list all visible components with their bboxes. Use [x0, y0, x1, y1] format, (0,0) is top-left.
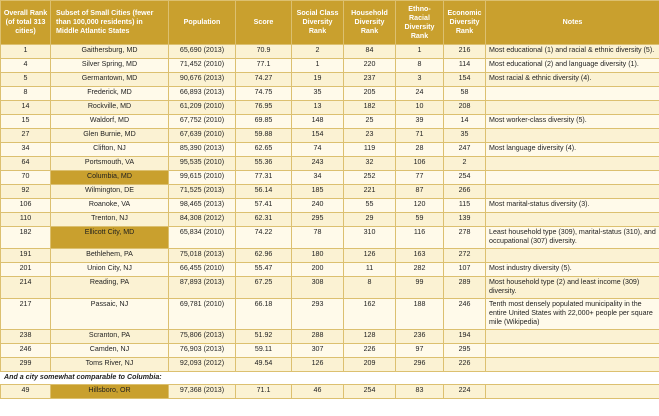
- city-cell: Wilmington, DE: [51, 185, 169, 199]
- notes-cell: [486, 157, 659, 171]
- social-class-rank-cell: 295: [292, 213, 344, 227]
- economic-rank-cell: 247: [444, 143, 486, 157]
- table-row: [1, 45, 659, 59]
- table-row: [1, 171, 659, 185]
- rank-cell: 191: [1, 249, 51, 263]
- population-cell: 69,781 (2010): [169, 299, 236, 330]
- table-row: [1, 129, 659, 143]
- notes-cell: Most educational (1) and racial & ethnic diversity (5).: [486, 45, 659, 59]
- table-row: [1, 299, 659, 330]
- ethno-racial-rank-cell: 188: [396, 299, 444, 330]
- table-row: [1, 249, 659, 263]
- city-cell: Hillsboro, OR: [51, 385, 169, 399]
- notes-cell: Most worker-class diversity (5).: [486, 115, 659, 129]
- population-cell: 85,390 (2013): [169, 143, 236, 157]
- population-cell: 95,535 (2010): [169, 157, 236, 171]
- score-cell: 62.65: [236, 143, 292, 157]
- notes-cell: [486, 358, 659, 372]
- ethno-racial-rank-cell: 282: [396, 263, 444, 277]
- population-cell: 71,452 (2010): [169, 59, 236, 73]
- population-cell: 67,752 (2010): [169, 115, 236, 129]
- population-cell: 66,893 (2013): [169, 87, 236, 101]
- notes-cell: Most language diversity (4).: [486, 143, 659, 157]
- header-economic-rank: Economic Diversity Rank: [444, 1, 486, 45]
- score-cell: 59.88: [236, 129, 292, 143]
- household-rank-cell: 182: [344, 101, 396, 115]
- score-cell: 74.75: [236, 87, 292, 101]
- economic-rank-cell: 272: [444, 249, 486, 263]
- social-class-rank-cell: 1: [292, 59, 344, 73]
- economic-rank-cell: 254: [444, 171, 486, 185]
- rank-cell: 110: [1, 213, 51, 227]
- notes-cell: Most household type (2) and least income (309) diversity.: [486, 277, 659, 299]
- rank-cell: 8: [1, 87, 51, 101]
- table-row: [1, 385, 659, 399]
- ethno-racial-rank-cell: 59: [396, 213, 444, 227]
- household-rank-cell: 32: [344, 157, 396, 171]
- notes-cell: [486, 87, 659, 101]
- table-row: [1, 199, 659, 213]
- header-social-class-rank: Social Class Diversity Rank: [292, 1, 344, 45]
- notes-cell: Most industry diversity (5).: [486, 263, 659, 277]
- population-cell: 92,093 (2012): [169, 358, 236, 372]
- city-cell: Glen Burnie, MD: [51, 129, 169, 143]
- ethno-racial-rank-cell: 77: [396, 171, 444, 185]
- city-cell: Reading, PA: [51, 277, 169, 299]
- score-cell: 62.31: [236, 213, 292, 227]
- population-cell: 87,893 (2013): [169, 277, 236, 299]
- ethno-racial-rank-cell: 236: [396, 330, 444, 344]
- social-class-rank-cell: 180: [292, 249, 344, 263]
- score-cell: 77.1: [236, 59, 292, 73]
- city-cell: Rockville, MD: [51, 101, 169, 115]
- economic-rank-cell: 194: [444, 330, 486, 344]
- household-rank-cell: 220: [344, 59, 396, 73]
- city-cell: Camden, NJ: [51, 344, 169, 358]
- economic-rank-cell: 266: [444, 185, 486, 199]
- economic-rank-cell: 115: [444, 199, 486, 213]
- rank-cell: 14: [1, 101, 51, 115]
- rank-cell: 106: [1, 199, 51, 213]
- score-cell: 69.85: [236, 115, 292, 129]
- city-cell: Passaic, NJ: [51, 299, 169, 330]
- household-rank-cell: 209: [344, 358, 396, 372]
- score-cell: 62.96: [236, 249, 292, 263]
- table-row: [1, 157, 659, 171]
- city-cell: Portsmouth, VA: [51, 157, 169, 171]
- population-cell: 84,308 (2012): [169, 213, 236, 227]
- city-cell: Columbia, MD: [51, 171, 169, 185]
- ethno-racial-rank-cell: 39: [396, 115, 444, 129]
- population-cell: 71,525 (2013): [169, 185, 236, 199]
- population-cell: 90,676 (2013): [169, 73, 236, 87]
- household-rank-cell: 205: [344, 87, 396, 101]
- notes-cell: Least household type (309), marital-status (310), and occupational (307) diversity.: [486, 227, 659, 249]
- social-class-rank-cell: 74: [292, 143, 344, 157]
- ethno-racial-rank-cell: 24: [396, 87, 444, 101]
- table-body: [1, 45, 659, 399]
- household-rank-cell: 11: [344, 263, 396, 277]
- city-cell: Gaithersburg, MD: [51, 45, 169, 59]
- economic-rank-cell: 246: [444, 299, 486, 330]
- social-class-rank-cell: 293: [292, 299, 344, 330]
- social-class-rank-cell: 19: [292, 73, 344, 87]
- notes-cell: Most marital-status diversity (3).: [486, 199, 659, 213]
- social-class-rank-cell: 35: [292, 87, 344, 101]
- rank-cell: 49: [1, 385, 51, 399]
- household-rank-cell: 254: [344, 385, 396, 399]
- population-cell: 75,806 (2013): [169, 330, 236, 344]
- economic-rank-cell: 224: [444, 385, 486, 399]
- population-cell: 99,615 (2010): [169, 171, 236, 185]
- rank-cell: 34: [1, 143, 51, 157]
- economic-rank-cell: 2: [444, 157, 486, 171]
- household-rank-cell: 237: [344, 73, 396, 87]
- city-cell: Toms River, NJ: [51, 358, 169, 372]
- household-rank-cell: 128: [344, 330, 396, 344]
- score-cell: 74.27: [236, 73, 292, 87]
- header-ethno-racial-rank: Ethno-Racial Diversity Rank: [396, 1, 444, 45]
- city-cell: Clifton, NJ: [51, 143, 169, 157]
- city-cell: Trenton, NJ: [51, 213, 169, 227]
- table-row: [1, 87, 659, 101]
- score-cell: 51.92: [236, 330, 292, 344]
- economic-rank-cell: 295: [444, 344, 486, 358]
- notes-cell: [486, 101, 659, 115]
- ethno-racial-rank-cell: 116: [396, 227, 444, 249]
- notes-cell: Tenth most densely populated municipality in the entire United States with 22,000+ people per square mile (Wikipedia): [486, 299, 659, 330]
- social-class-rank-cell: 240: [292, 199, 344, 213]
- ethno-racial-rank-cell: 71: [396, 129, 444, 143]
- score-cell: 71.1: [236, 385, 292, 399]
- population-cell: 76,903 (2013): [169, 344, 236, 358]
- economic-rank-cell: 14: [444, 115, 486, 129]
- table-row: [1, 358, 659, 372]
- city-cell: Scranton, PA: [51, 330, 169, 344]
- header-row: [1, 1, 659, 45]
- city-cell: Union City, NJ: [51, 263, 169, 277]
- notes-cell: [486, 249, 659, 263]
- household-rank-cell: 221: [344, 185, 396, 199]
- social-class-rank-cell: 307: [292, 344, 344, 358]
- rank-cell: 217: [1, 299, 51, 330]
- rank-cell: 182: [1, 227, 51, 249]
- household-rank-cell: 162: [344, 299, 396, 330]
- table-row: [1, 344, 659, 358]
- rank-cell: 246: [1, 344, 51, 358]
- comparison-section-row: [1, 372, 659, 385]
- social-class-rank-cell: 78: [292, 227, 344, 249]
- social-class-rank-cell: 13: [292, 101, 344, 115]
- rank-cell: 4: [1, 59, 51, 73]
- social-class-rank-cell: 148: [292, 115, 344, 129]
- economic-rank-cell: 216: [444, 45, 486, 59]
- notes-cell: [486, 330, 659, 344]
- household-rank-cell: 252: [344, 171, 396, 185]
- comparison-section-label: And a city somewhat comparable to Columbia:: [1, 372, 659, 385]
- ethno-racial-rank-cell: 163: [396, 249, 444, 263]
- notes-cell: [486, 129, 659, 143]
- population-cell: 98,465 (2013): [169, 199, 236, 213]
- notes-cell: Most educational (2) and language diversity (1).: [486, 59, 659, 73]
- ethno-racial-rank-cell: 8: [396, 59, 444, 73]
- household-rank-cell: 8: [344, 277, 396, 299]
- table-row: [1, 185, 659, 199]
- ethno-racial-rank-cell: 106: [396, 157, 444, 171]
- table-row: [1, 277, 659, 299]
- table-row: [1, 263, 659, 277]
- notes-cell: Most racial & ethnic diversity (4).: [486, 73, 659, 87]
- score-cell: 67.25: [236, 277, 292, 299]
- population-cell: 66,455 (2010): [169, 263, 236, 277]
- score-cell: 66.18: [236, 299, 292, 330]
- rank-cell: 92: [1, 185, 51, 199]
- rank-cell: 5: [1, 73, 51, 87]
- social-class-rank-cell: 308: [292, 277, 344, 299]
- score-cell: 55.36: [236, 157, 292, 171]
- ethno-racial-rank-cell: 1: [396, 45, 444, 59]
- city-cell: Roanoke, VA: [51, 199, 169, 213]
- rank-cell: 70: [1, 171, 51, 185]
- economic-rank-cell: 114: [444, 59, 486, 73]
- household-rank-cell: 126: [344, 249, 396, 263]
- ethno-racial-rank-cell: 99: [396, 277, 444, 299]
- ethno-racial-rank-cell: 87: [396, 185, 444, 199]
- header-household-rank: Household Diversity Rank: [344, 1, 396, 45]
- population-cell: 65,690 (2013): [169, 45, 236, 59]
- city-cell: Silver Spring, MD: [51, 59, 169, 73]
- household-rank-cell: 226: [344, 344, 396, 358]
- household-rank-cell: 25: [344, 115, 396, 129]
- rank-cell: 201: [1, 263, 51, 277]
- economic-rank-cell: 208: [444, 101, 486, 115]
- rank-cell: 299: [1, 358, 51, 372]
- table-row: [1, 330, 659, 344]
- population-cell: 61,209 (2010): [169, 101, 236, 115]
- score-cell: 55.47: [236, 263, 292, 277]
- header-score: Score: [236, 1, 292, 45]
- header-rank: Overall Rank (of total 313 cities): [1, 1, 51, 45]
- table-row: [1, 227, 659, 249]
- ethno-racial-rank-cell: 10: [396, 101, 444, 115]
- population-cell: 97,368 (2013): [169, 385, 236, 399]
- header-notes: Notes: [486, 1, 659, 45]
- score-cell: 76.95: [236, 101, 292, 115]
- score-cell: 49.54: [236, 358, 292, 372]
- social-class-rank-cell: 34: [292, 171, 344, 185]
- economic-rank-cell: 35: [444, 129, 486, 143]
- household-rank-cell: 310: [344, 227, 396, 249]
- social-class-rank-cell: 154: [292, 129, 344, 143]
- economic-rank-cell: 154: [444, 73, 486, 87]
- household-rank-cell: 29: [344, 213, 396, 227]
- header-population: Population: [169, 1, 236, 45]
- ethno-racial-rank-cell: 83: [396, 385, 444, 399]
- economic-rank-cell: 58: [444, 87, 486, 101]
- household-rank-cell: 84: [344, 45, 396, 59]
- score-cell: 74.22: [236, 227, 292, 249]
- ethno-racial-rank-cell: 120: [396, 199, 444, 213]
- household-rank-cell: 23: [344, 129, 396, 143]
- rank-cell: 214: [1, 277, 51, 299]
- population-cell: 65,834 (2010): [169, 227, 236, 249]
- notes-cell: [486, 385, 659, 399]
- notes-cell: [486, 171, 659, 185]
- household-rank-cell: 119: [344, 143, 396, 157]
- economic-rank-cell: 226: [444, 358, 486, 372]
- economic-rank-cell: 107: [444, 263, 486, 277]
- economic-rank-cell: 289: [444, 277, 486, 299]
- table-row: [1, 73, 659, 87]
- household-rank-cell: 55: [344, 199, 396, 213]
- social-class-rank-cell: 126: [292, 358, 344, 372]
- city-cell: Germantown, MD: [51, 73, 169, 87]
- ethno-racial-rank-cell: 97: [396, 344, 444, 358]
- score-cell: 57.41: [236, 199, 292, 213]
- notes-cell: [486, 344, 659, 358]
- score-cell: 59.11: [236, 344, 292, 358]
- rank-cell: 1: [1, 45, 51, 59]
- population-cell: 75,018 (2013): [169, 249, 236, 263]
- score-cell: 56.14: [236, 185, 292, 199]
- rank-cell: 15: [1, 115, 51, 129]
- table-row: [1, 213, 659, 227]
- table-row: [1, 115, 659, 129]
- ethno-racial-rank-cell: 3: [396, 73, 444, 87]
- score-cell: 70.9: [236, 45, 292, 59]
- ethno-racial-rank-cell: 296: [396, 358, 444, 372]
- social-class-rank-cell: 200: [292, 263, 344, 277]
- table-row: [1, 143, 659, 157]
- economic-rank-cell: 139: [444, 213, 486, 227]
- city-cell: Waldorf, MD: [51, 115, 169, 129]
- notes-cell: [486, 185, 659, 199]
- city-cell: Frederick, MD: [51, 87, 169, 101]
- social-class-rank-cell: 185: [292, 185, 344, 199]
- ethno-racial-rank-cell: 28: [396, 143, 444, 157]
- population-cell: 67,639 (2010): [169, 129, 236, 143]
- score-cell: 77.31: [236, 171, 292, 185]
- social-class-rank-cell: 46: [292, 385, 344, 399]
- city-cell: Bethlehem, PA: [51, 249, 169, 263]
- rank-cell: 64: [1, 157, 51, 171]
- header-subset: Subset of Small Cities (fewer than 100,000 residents) in Middle Atlantic States: [51, 1, 169, 45]
- table-row: [1, 59, 659, 73]
- rank-cell: 238: [1, 330, 51, 344]
- city-cell: Ellicott City, MD: [51, 227, 169, 249]
- social-class-rank-cell: 243: [292, 157, 344, 171]
- economic-rank-cell: 278: [444, 227, 486, 249]
- social-class-rank-cell: 288: [292, 330, 344, 344]
- notes-cell: [486, 213, 659, 227]
- table-row: [1, 101, 659, 115]
- rank-cell: 27: [1, 129, 51, 143]
- social-class-rank-cell: 2: [292, 45, 344, 59]
